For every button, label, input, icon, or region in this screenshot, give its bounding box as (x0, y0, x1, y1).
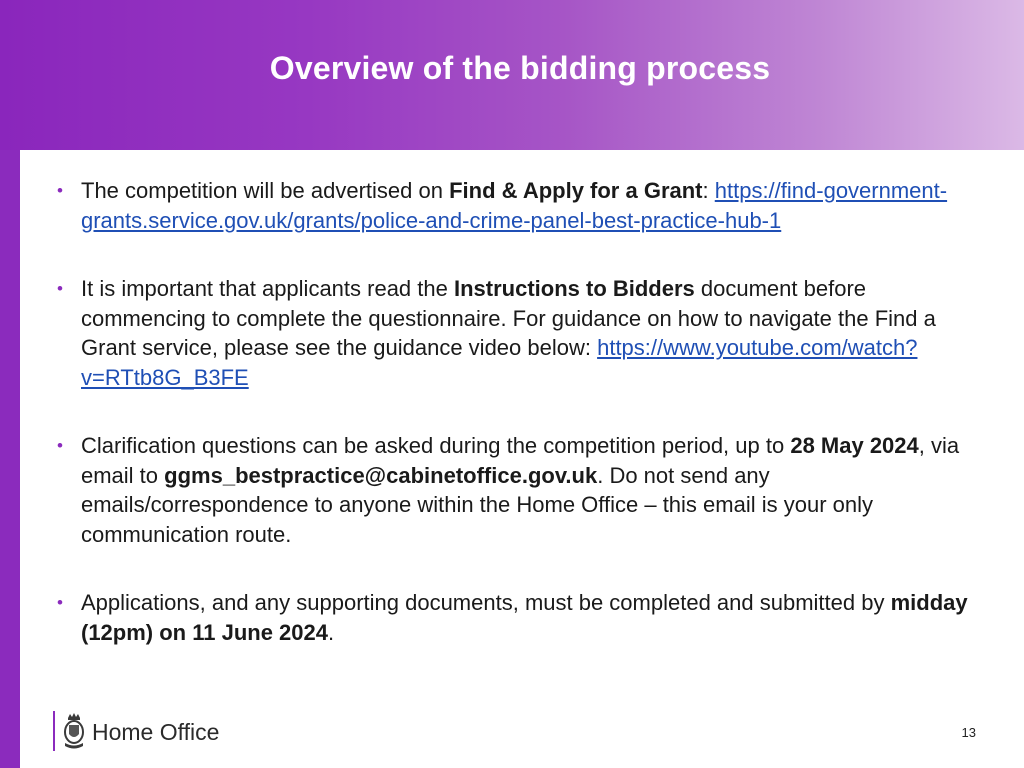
bullet-item-submission (57, 588, 987, 647)
bullet-text: : (702, 178, 715, 203)
deadline-date: 28 May 2024 (790, 433, 919, 458)
header-banner (0, 0, 1024, 150)
bullet-text: It is important that applicants read the (81, 276, 454, 301)
bullet-item-clarification (57, 431, 987, 549)
bullet-list (57, 176, 987, 686)
bullet-item-advertised (57, 176, 987, 235)
bullet-icon: • (57, 436, 63, 455)
find-grant-link[interactable]: https://find-government-grants.service.gov.uk/grants/police-and-crime-panel-best-practice-hub-1 (81, 178, 948, 233)
contact-email: ggms_bestpractice@cabinetoffice.gov.uk (164, 462, 598, 488)
page-number: 13 (961, 725, 976, 740)
bold-text: Instructions to Bidders (453, 276, 695, 301)
footer-divider (53, 711, 55, 751)
bullet-text: document before commencing to complete the questionnaire. For guidance on how to navigate the Find a Grant service, please see the guidance video below: (81, 276, 936, 360)
bullet-item-instructions (57, 274, 987, 392)
slide-title: Overview of the bidding process (269, 50, 771, 86)
home-office-logo-text: Home Office (92, 719, 220, 745)
bullet-text: Applications, and any supporting documents, must be completed and submitted by (81, 590, 891, 615)
submission-deadline: midday (12pm) on 11 June 2024 (81, 590, 968, 645)
youtube-guidance-link[interactable]: https://www.youtube.com/watch?v=RTtb8G_B3FE (81, 335, 918, 390)
bold-text: Find & Apply for a Grant (449, 178, 703, 203)
bullet-text: . Do not send any emails/correspondence to anyone within the Home Office – this email is your only communication route. (81, 462, 873, 547)
royal-crest-icon (62, 712, 86, 752)
bullet-text: The competition will be advertised on (81, 178, 450, 203)
bullet-text: . (328, 619, 335, 645)
bullet-icon: • (57, 593, 63, 612)
bullet-icon: • (57, 181, 63, 200)
bullet-text: Clarification questions can be asked during the competition period, up to (81, 433, 791, 458)
bullet-icon: • (57, 279, 63, 298)
bullet-text: , via email to (81, 433, 960, 488)
